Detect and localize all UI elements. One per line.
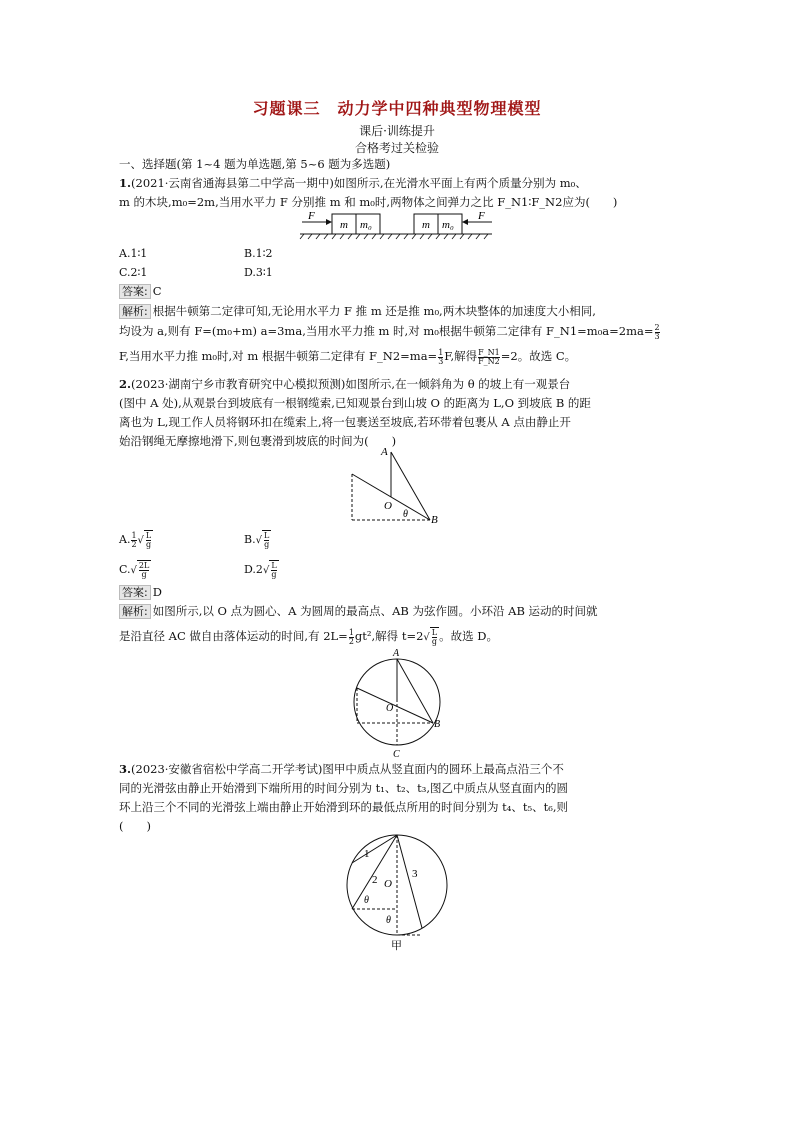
analysis-tag: 解析:: [119, 304, 151, 319]
q2-analysis-line2: [119, 627, 679, 647]
sqrt-l-over-g: √ $\frac{L}{g}$: [255, 531, 270, 549]
q1-analysis-1: 根据牛顿第二定律可知,无论用水平力 F 推 m 还是推 m₀,两木块整体的加速度大小相同,: [152, 304, 596, 318]
q1-option-d[interactable]: D.3∶1: [244, 266, 273, 279]
q2-option-c[interactable]: C.√ $\frac{2L}{g}$: [119, 561, 150, 579]
subtitle-after-class: 课后·训练提升: [359, 124, 435, 138]
chord-3: [397, 835, 422, 928]
arrowhead-right: [462, 219, 468, 225]
chord-2: [352, 835, 397, 909]
q1-analysis-line1: [119, 302, 679, 321]
q2-option-b[interactable]: B.√ $\frac{L}{g}$: [244, 531, 270, 549]
q1-number: 1.: [119, 176, 132, 190]
section-heading: 一、选择题(第 1~4 题为单选题,第 5~6 题为多选题): [119, 157, 391, 171]
chord-3-label: 3: [412, 868, 418, 880]
q2-analysis-2: 是沿直径 AC 做自由落体运动的时间,有 2L=: [119, 629, 348, 643]
q1-option-b[interactable]: B.1∶2: [244, 247, 273, 260]
q2-analysis-2b: gt²,解得 t=2: [354, 629, 424, 643]
block-m-left-label: m: [340, 219, 348, 231]
fraction-1-2: $\frac{1}{2}$: [131, 530, 137, 549]
q2-analysis-figure: [344, 645, 450, 761]
page-title: 习题课三 动力学中四种典型物理模型: [252, 99, 542, 118]
point-a-label: A: [381, 446, 388, 458]
point-b-label: B: [434, 719, 441, 730]
q3-text-1: (2023·安徽省宿松中学高二开学考试)图甲中质点从竖直面内的圆环上最高点沿三个不: [131, 762, 564, 776]
answer-tag: 答案:: [119, 585, 151, 600]
q2-analysis-line1: [119, 602, 679, 621]
q2-line4: 始沿钢绳无摩擦地滑下,则包裹滑到坡底的时间为( ): [119, 434, 397, 448]
chord-2-label: 2: [372, 874, 378, 886]
block-m-right-label: m: [422, 219, 430, 231]
q3-figure: [340, 825, 454, 951]
q1-options-row1: [119, 244, 679, 263]
sqrt-l-over-g: √ $\frac{L}{g}$: [262, 561, 277, 579]
q2-answer-line: [119, 583, 679, 602]
answer-tag: 答案:: [119, 284, 151, 299]
sqrt-l-over-g: √ $\frac{L}{g}$: [423, 628, 438, 646]
q2-text-1: (2023·湖南宁乡市教育研究中心模拟预测)如图所示,在一倾斜角为 θ 的坡上有一观景台: [131, 377, 571, 391]
q1-answer-line: [119, 282, 679, 301]
q2-analysis-1: 如图所示,以 O 点为圆心、A 为圆周的最高点、AB 为弦作圆。小环沿 AB 运动的时间就: [152, 604, 598, 618]
q1-line2: m 的木块,m₀=2m,当用水平力 F 分别推 m 和 m₀时,两物体之间弹力之比 F_N1∶F_N2应为( ): [119, 195, 618, 209]
q2-options-row2: [119, 560, 679, 580]
analysis-tag: 解析:: [119, 604, 151, 619]
q1-analysis-2: 均设为 a,则有 F=(m₀+m) a=3ma,当用水平力推 m 时,对 m₀根据牛顿第二定律有 F_N1=m₀a=2ma=: [119, 324, 654, 338]
sqrt-2l-over-g: √ $\frac{2L}{g}$: [130, 561, 150, 579]
q1-analysis-3b: F,解得: [444, 349, 478, 363]
center-o-label: O: [384, 878, 392, 890]
chord-ab: [397, 659, 433, 723]
ground-hatching: [300, 234, 488, 239]
figure-caption: 甲: [391, 940, 402, 951]
q2-line2: (图中 A 处),从观景台到坡底有一根钢缆索,已知观景台到山坡 O 的距离为 L,O 到坡底 B 的距: [119, 396, 591, 410]
fraction-1-3: $\frac{1}{3}$: [438, 347, 444, 366]
q1-options-row2: [119, 263, 679, 282]
q1-option-c[interactable]: C.2∶1: [119, 266, 148, 279]
arrowhead-left: [326, 219, 332, 225]
q3-line4: ( ): [119, 819, 151, 833]
cable-line: [391, 452, 430, 520]
point-o-label: O: [384, 500, 392, 512]
q2-line3: 离也为 L,现工作人员将钢环扣在缆索上,将一包裹送至坡底,若环带着包裹从 A 点由静止开: [119, 415, 571, 429]
fraction-2-3: $\frac{2}{3}$: [654, 322, 660, 341]
q3-line2: 同的光滑弦由静止开始滑到下端所用的时间分别为 t₁、t₂、t₃,图乙中质点从竖直面内的圆: [119, 781, 569, 795]
q1-analysis-3c: =2。故选 C。: [500, 349, 577, 363]
q2-options-row1: [119, 530, 679, 550]
q2-option-a[interactable]: A. $\frac{1}{2}$ √ $\frac{L}{g}$: [119, 530, 152, 549]
chord-1-label: 1: [364, 848, 370, 860]
q2-number: 2.: [119, 377, 132, 391]
q1-answer: C: [152, 284, 162, 298]
angle-theta-label: θ: [364, 895, 369, 906]
q1-text-1: (2021·云南省通海县第二中学高一期中)如图所示,在光滑水平面上有两个质量分别为 m₀、: [131, 176, 587, 190]
fraction-1-2: $\frac{1}{2}$: [348, 627, 354, 646]
angle-theta-label-2: θ: [386, 915, 391, 926]
q1-figure: [296, 210, 496, 242]
angle-theta-label: θ: [403, 509, 408, 520]
fraction-fn1-fn2: $\frac{F\_N1}{F\_N2}$: [478, 347, 500, 366]
sqrt-l-over-g: √ $\frac{L}{g}$: [137, 531, 152, 549]
point-o-label: O: [386, 703, 394, 714]
q1-analysis-line3: [119, 347, 679, 366]
block-m0-right-label: m₀: [442, 219, 454, 231]
slope-line: [357, 688, 433, 723]
point-a-label: A: [393, 648, 400, 659]
q1-option-a[interactable]: A.1∶1: [119, 247, 148, 260]
q3-number: 3.: [119, 762, 132, 776]
point-b-label: B: [431, 514, 438, 525]
q2-option-d[interactable]: D.2√ $\frac{L}{g}$: [244, 561, 277, 579]
q1-analysis-3: F,当用水平力推 m₀时,对 m 根据牛顿第二定律有 F_N2=ma=: [119, 349, 438, 363]
q2-answer: D: [152, 585, 162, 599]
force-label-left: F: [308, 210, 315, 222]
q2-analysis-2c: 。故选 D。: [439, 629, 498, 643]
chord-1: [352, 835, 397, 863]
q1-analysis-line2: [119, 322, 679, 341]
q2-figure: [348, 443, 448, 525]
q1-line1: [119, 174, 679, 193]
force-label-right: F: [478, 210, 485, 222]
point-c-label: C: [393, 749, 400, 760]
block-m0-left-label: m₀: [360, 219, 372, 231]
q3-line3: 环上沿三个不同的光滑弦上端由静止开始滑到环的最低点所用的时间分别为 t₄、t₅、t₆,则: [119, 800, 569, 814]
q3-line1: [119, 760, 679, 779]
q2-line1: [119, 375, 679, 394]
subtitle-check: 合格考过关检验: [354, 141, 439, 155]
